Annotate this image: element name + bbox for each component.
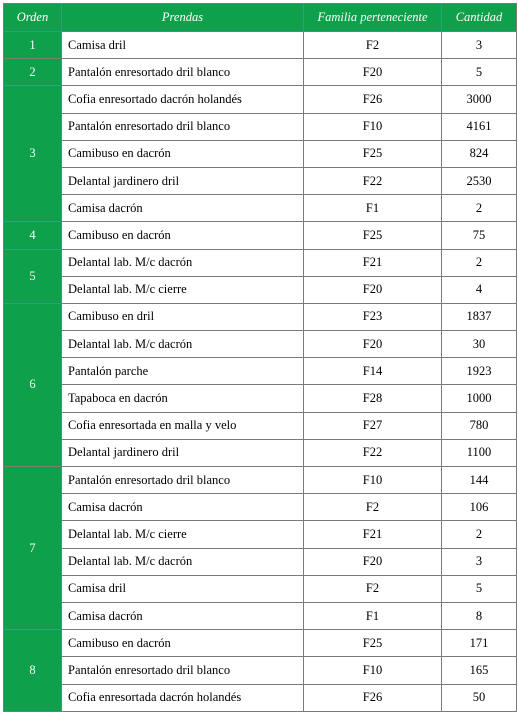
familia-cell: F25 bbox=[304, 140, 442, 167]
cantidad-cell: 2 bbox=[442, 249, 517, 276]
familia-cell: F20 bbox=[304, 331, 442, 358]
prenda-cell: Tapaboca en dacrón bbox=[62, 385, 304, 412]
prenda-cell: Delantal lab. M/c dacrón bbox=[62, 331, 304, 358]
header-prendas: Prendas bbox=[62, 4, 304, 32]
cantidad-cell: 2 bbox=[442, 521, 517, 548]
prenda-cell: Delantal lab. M/c dacrón bbox=[62, 548, 304, 575]
familia-cell: F14 bbox=[304, 358, 442, 385]
prenda-cell: Camisa dacrón bbox=[62, 195, 304, 222]
familia-cell: F25 bbox=[304, 222, 442, 249]
familia-cell: F1 bbox=[304, 602, 442, 629]
familia-cell: F22 bbox=[304, 439, 442, 466]
orden-cell: 4 bbox=[4, 222, 62, 249]
cantidad-cell: 2530 bbox=[442, 167, 517, 194]
cantidad-cell: 5 bbox=[442, 59, 517, 86]
familia-cell: F20 bbox=[304, 276, 442, 303]
familia-cell: F21 bbox=[304, 249, 442, 276]
prenda-cell: Camibuso en dril bbox=[62, 303, 304, 330]
familia-cell: F26 bbox=[304, 86, 442, 113]
cantidad-cell: 8 bbox=[442, 602, 517, 629]
familia-cell: F20 bbox=[304, 548, 442, 575]
table-row bbox=[4, 276, 517, 303]
cantidad-cell: 144 bbox=[442, 467, 517, 494]
table-row bbox=[4, 86, 517, 113]
prenda-cell: Cofia enresortada en malla y velo bbox=[62, 412, 304, 439]
prenda-cell: Camisa dacrón bbox=[62, 494, 304, 521]
prenda-cell: Camisa dril bbox=[62, 575, 304, 602]
prenda-cell: Camibuso en dacrón bbox=[62, 140, 304, 167]
prenda-cell: Delantal jardinero dril bbox=[62, 167, 304, 194]
cantidad-cell: 171 bbox=[442, 630, 517, 657]
familia-cell: F10 bbox=[304, 657, 442, 684]
table-row bbox=[4, 303, 517, 330]
table-row bbox=[4, 630, 517, 657]
table-row bbox=[4, 113, 517, 140]
table-row bbox=[4, 684, 517, 711]
prenda-cell: Delantal jardinero dril bbox=[62, 439, 304, 466]
cantidad-cell: 5 bbox=[442, 575, 517, 602]
familia-cell: F27 bbox=[304, 412, 442, 439]
familia-cell: F25 bbox=[304, 630, 442, 657]
cantidad-cell: 165 bbox=[442, 657, 517, 684]
cantidad-cell: 3 bbox=[442, 32, 517, 59]
familia-cell: F2 bbox=[304, 575, 442, 602]
table-row bbox=[4, 494, 517, 521]
prenda-cell: Camibuso en dacrón bbox=[62, 222, 304, 249]
cantidad-cell: 4 bbox=[442, 276, 517, 303]
cantidad-cell: 30 bbox=[442, 331, 517, 358]
table-row bbox=[4, 331, 517, 358]
table-row bbox=[4, 602, 517, 629]
familia-cell: F22 bbox=[304, 167, 442, 194]
orden-cell: 1 bbox=[4, 32, 62, 59]
table-row bbox=[4, 167, 517, 194]
table-row bbox=[4, 358, 517, 385]
orden-cell: 8 bbox=[4, 630, 62, 712]
header-cantidad: Cantidad bbox=[442, 4, 517, 32]
prenda-cell: Camisa dril bbox=[62, 32, 304, 59]
header-familia: Familia perteneciente bbox=[304, 4, 442, 32]
prenda-cell: Cofia enresortado dacrón holandés bbox=[62, 86, 304, 113]
header-orden: Orden bbox=[4, 4, 62, 32]
cantidad-cell: 75 bbox=[442, 222, 517, 249]
prenda-cell: Pantalón enresortado dril blanco bbox=[62, 657, 304, 684]
prenda-cell: Delantal lab. M/c dacrón bbox=[62, 249, 304, 276]
cantidad-cell: 780 bbox=[442, 412, 517, 439]
cantidad-cell: 1837 bbox=[442, 303, 517, 330]
table-body bbox=[4, 32, 517, 712]
orden-cell: 6 bbox=[4, 303, 62, 466]
prenda-cell: Cofia enresortada dacrón holandés bbox=[62, 684, 304, 711]
table-row bbox=[4, 467, 517, 494]
table-row bbox=[4, 59, 517, 86]
familia-cell: F10 bbox=[304, 467, 442, 494]
table-row bbox=[4, 32, 517, 59]
orden-cell: 2 bbox=[4, 59, 62, 86]
familia-cell: F26 bbox=[304, 684, 442, 711]
prenda-cell: Pantalón parche bbox=[62, 358, 304, 385]
familia-cell: F2 bbox=[304, 494, 442, 521]
familia-cell: F20 bbox=[304, 59, 442, 86]
cantidad-cell: 3 bbox=[442, 548, 517, 575]
cantidad-cell: 1000 bbox=[442, 385, 517, 412]
orders-table bbox=[3, 3, 517, 712]
orden-cell: 5 bbox=[4, 249, 62, 303]
table-row bbox=[4, 521, 517, 548]
cantidad-cell: 2 bbox=[442, 195, 517, 222]
table-row bbox=[4, 249, 517, 276]
familia-cell: F23 bbox=[304, 303, 442, 330]
familia-cell: F2 bbox=[304, 32, 442, 59]
cantidad-cell: 824 bbox=[442, 140, 517, 167]
table-row bbox=[4, 140, 517, 167]
orden-cell: 3 bbox=[4, 86, 62, 222]
familia-cell: F21 bbox=[304, 521, 442, 548]
prenda-cell: Pantalón enresortado dril blanco bbox=[62, 59, 304, 86]
prenda-cell: Camibuso en dacrón bbox=[62, 630, 304, 657]
table-header-row bbox=[4, 4, 517, 32]
orden-cell: 7 bbox=[4, 467, 62, 630]
cantidad-cell: 1923 bbox=[442, 358, 517, 385]
prenda-cell: Delantal lab. M/c cierre bbox=[62, 276, 304, 303]
table-row bbox=[4, 548, 517, 575]
cantidad-cell: 3000 bbox=[442, 86, 517, 113]
cantidad-cell: 106 bbox=[442, 494, 517, 521]
cantidad-cell: 4161 bbox=[442, 113, 517, 140]
prenda-cell: Pantalón enresortado dril blanco bbox=[62, 113, 304, 140]
table-row bbox=[4, 575, 517, 602]
cantidad-cell: 50 bbox=[442, 684, 517, 711]
table-row bbox=[4, 412, 517, 439]
table-row bbox=[4, 222, 517, 249]
table-row bbox=[4, 657, 517, 684]
prenda-cell: Camisa dacrón bbox=[62, 602, 304, 629]
prenda-cell: Pantalón enresortado dril blanco bbox=[62, 467, 304, 494]
table-row bbox=[4, 195, 517, 222]
familia-cell: F28 bbox=[304, 385, 442, 412]
table-row bbox=[4, 439, 517, 466]
orders-table-container bbox=[3, 3, 517, 712]
familia-cell: F1 bbox=[304, 195, 442, 222]
table-row bbox=[4, 385, 517, 412]
cantidad-cell: 1100 bbox=[442, 439, 517, 466]
familia-cell: F10 bbox=[304, 113, 442, 140]
prenda-cell: Delantal lab. M/c cierre bbox=[62, 521, 304, 548]
